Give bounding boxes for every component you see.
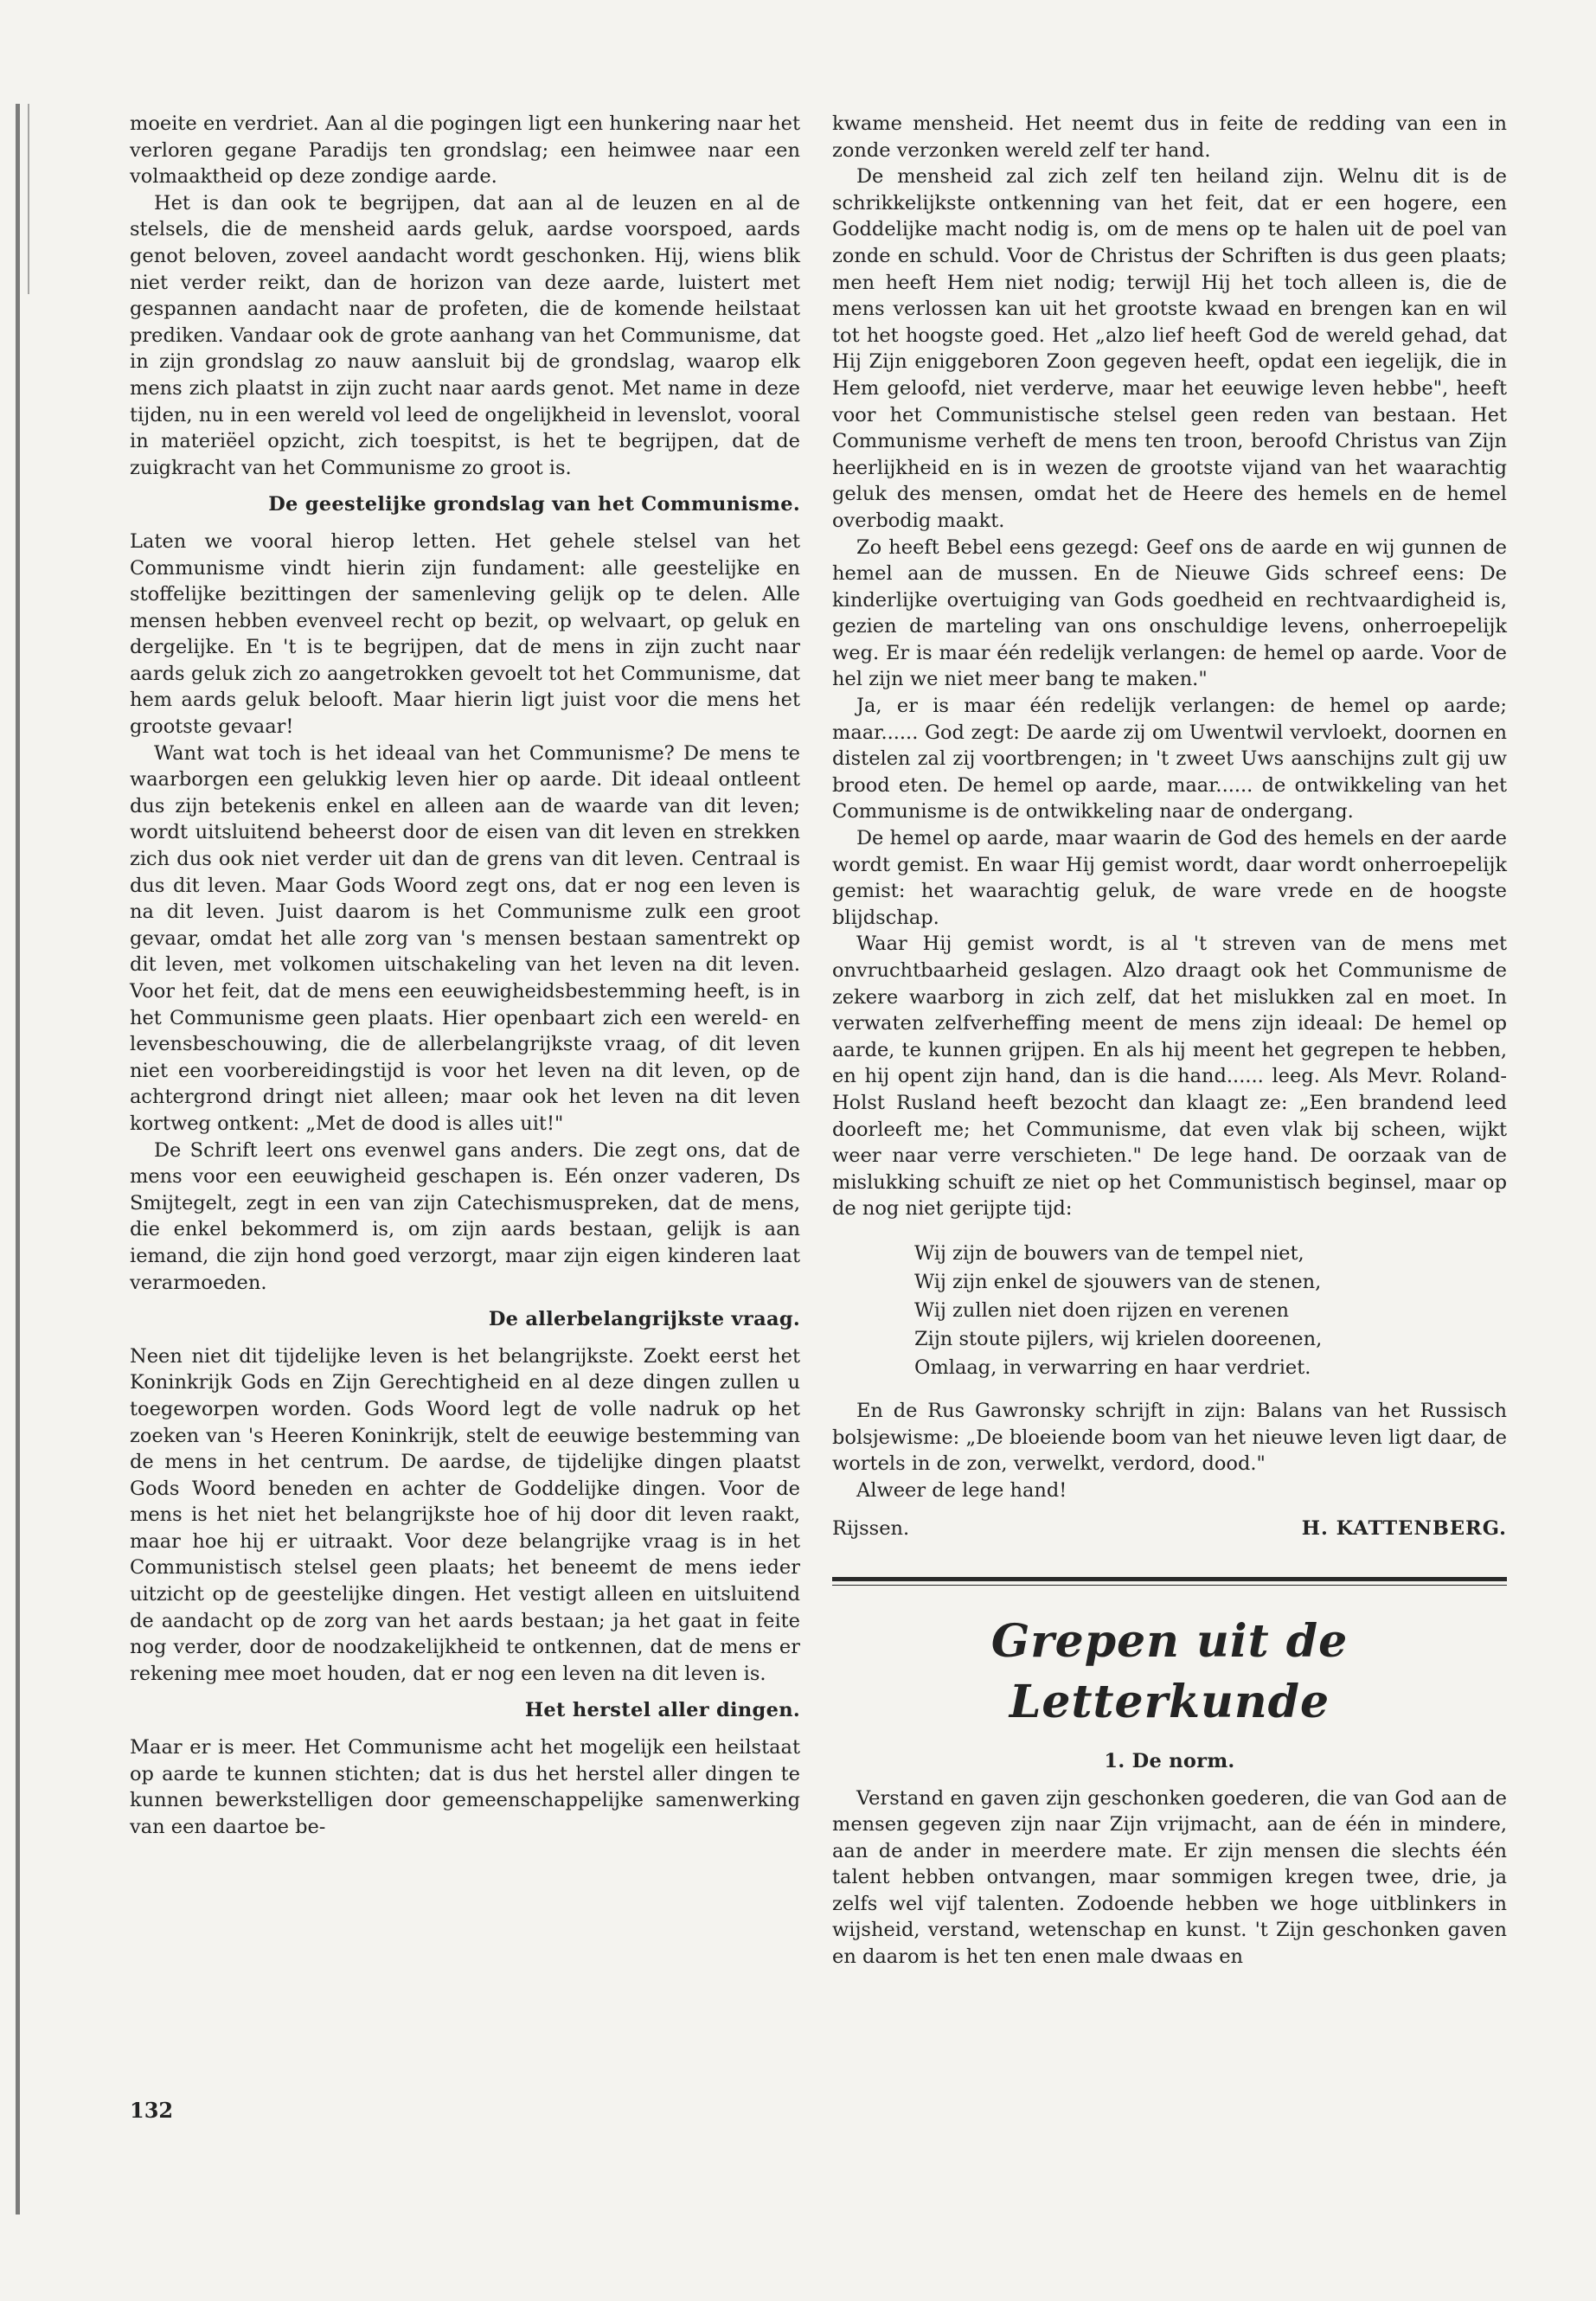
poem-line: Wij zijn de bouwers van de tempel niet, <box>914 1241 1304 1265</box>
right-column <box>832 111 1507 1971</box>
section-heading: De allerbelangrijkste vraag. <box>488 1308 800 1331</box>
paragraph: Maar er is meer. Het Communisme acht het mogelijk een heilstaat op aarde te kunnen stichten; dat is dus het herstel aller dingen te kunnen bewerkstelligen door gemeenschappelijke samenwerking van een daartoe be- <box>130 1736 800 1838</box>
signature-line <box>832 1516 1507 1542</box>
section-title: Grepen uit de Letterkunde <box>990 1614 1349 1728</box>
poem <box>914 1240 1507 1382</box>
paragraph: Verstand en gaven zijn geschonken goederen, die van God aan de mensen gegeven zijn naar Zijn vrijmacht, aan de één in mindere, aan de ander in meerdere mate. Er zijn mensen die slechts één talent hebben ontvangen, maar sommigen kregen twee, drie, ja zelfs wel vijf talenten. Zodoende hebben we hoge uitblinkers in wijsheid, verstand, wetenschap en kunst. 't Zijn geschonken gaven en daarom is het ten enen male dwaas en <box>832 1786 1507 1969</box>
paragraph: Laten we vooral hierop letten. Het gehele stelsel van het Communisme vindt hierin zijn fundament: alle geestelijke en stoffelijke bezittingen der samenleving gelijk op te delen. Alle mensen hebben evenveel recht op bezit, op welvaart, op geluk en dergelijke. En 't is te begrijpen, dat de mens in zijn zucht naar aards geluk zich zo aangetrokken gevoelt tot het Communisme, dat hem aards geluk belooft. Maar hierin ligt juist voor die mens het grootste gevaar! <box>130 529 800 739</box>
paragraph: Het is dan ook te begrijpen, dat aan al de leuzen en al de stelsels, die de mensheid aards geluk, aardse voorspoed, aards genot beloven, zoveel aandacht wordt geschonken. Hij, wiens blik niet verder reikt, dan de horizon van deze aarde, luistert met gespannen aandacht naar de profeten, die de komende heilstaat prediken. Vandaar ook de grote aanhang van het Communisme, dat in zijn grondslag zo nauw aansluit bij de grondslag, waarop elk mens zich plaatst in zijn zucht naar aards genot. Met name in deze tijden, nu in een wereld vol leed de ongelijkheid in levenslot, vooral in materiëel opzicht, zich toespitst, is het te begrijpen, dat de zuigkracht van het Communisme zo groot is. <box>130 191 800 479</box>
section-heading: Het herstel aller dingen. <box>524 1699 800 1722</box>
paragraph: Neen niet dit tijdelijke leven is het belangrijkste. Zoekt eerst het Koninkrijk Gods en Zijn Gerechtigheid en al deze dingen zullen u toegeworpen worden. Gods Woord legt de volle nadruk op het zoeken van 's Heeren Koninkrijk, stelt de eeuwige bestemming van de mens in het centrum. De aardse, de tijdelijke dingen plaatst Gods Woord beneden en achter de Goddelijke dingen. Voor de mens is het niet het belangrijkste hoe of hij door dit leven raakt, maar hoe hij er uitraakt. Voor deze belangrijke vraag is in het Communistisch stelsel geen plaats; het beneemt de mens ieder uitzicht op de geestelijke dingen. Het vestigt alleen en uitsluitend de aandacht op de zorg van het aards bestaan; ja het gaat in feite nog verder, door de noodzakelijkheid te ontkennen, dat de mens er rekening mee moet houden, dat er nog een leven na dit leven is. <box>130 1344 800 1685</box>
paragraph: Want wat toch is het ideaal van het Communisme? De mens te waarborgen een gelukkig leven hier op aarde. Dit ideaal ontleent dus zijn betekenis enkel en alleen aan de waarde van dit leven; wordt uitsluitend beheerst door de eisen van dit leven en strekken zich dus ook niet verder uit dan de grens van dit leven. Centraal is dus dit leven. Maar Gods Woord zegt ons, dat er nog een leven is na dit leven. Juist daarom is het Communisme zulk een groot gevaar, omdat het alle zorg van 's mensen bestaan samentrekt op dit leven, met volkomen uitschakeling van het leven na dit leven. Voor het feit, dat de mens een eeuwigheidsbestemming heeft, is in het Communisme geen plaats. Hier openbaart zich een wereld- en levensbeschouwing, die de allerbelangrijkste vraag, of dit leven niet een voorbereidingstijd is voor het leven na dit leven, op de achtergrond dringt niet alleen; maar ook het leven na dit leven kortweg ontkent: „Met de dood is alles uit!" <box>130 741 800 1135</box>
paragraph: De Schrift leert ons evenwel gans anders. Die zegt ons, dat de mens voor een eeuwigheid geschapen is. Eén onzer vaderen, Ds Smijtegelt, zegt in een van zijn Catechismuspreken, dat de mens, die enkel bekommerd is, om zijn aards bestaan, gelijk is aan iemand, die zijn hond goed verzorgt, maar zijn eigen kinderen laat verarmoeden. <box>130 1138 800 1294</box>
poem-line: Wij zullen niet doen rijzen en verenen <box>914 1298 1289 1322</box>
page-binding-edge <box>16 104 20 2214</box>
paragraph: Ja, er is maar één redelijk verlangen: de hemel op aarde; maar...... God zegt: De aarde zij om Uwentwil vervloekt, doornen en distelen zal zij voortbrengen; in 't zweet Uws aanschijns zult gij uw brood eten. De hemel op aarde, maar...... de ontwikkeling van het Communisme is de ontwikkeling naar de ondergang. <box>832 695 1507 824</box>
subheading: 1. De norm. <box>1104 1749 1235 1772</box>
page-binding-edge-mark <box>28 104 29 294</box>
page-number: 132 <box>130 2098 174 2123</box>
paragraph: De hemel op aarde, maar waarin de God des hemels en der aarde wordt gemist. En waar Hij gemist wordt, daar wordt onherroepelijk gemist: het waarachtig geluk, de ware vrede en de hoogste blijdschap. <box>832 827 1507 929</box>
paragraph: moeite en verdriet. Aan al die pogingen ligt een hunkering naar het verloren gegane Paradijs ten grondslag; een heimwee naar een volmaaktheid op deze zondige aarde. <box>130 112 800 189</box>
divider-thin <box>832 1585 1507 1586</box>
paragraph: Alweer de lege hand! <box>856 1478 1067 1502</box>
poem-line: Omlaag, in verwarring en haar verdriet. <box>914 1356 1311 1379</box>
poem-line: Wij zijn enkel de sjouwers van de stenen, <box>914 1270 1322 1293</box>
poem-line: Zijn stoute pijlers, wij krielen dooreenen, <box>914 1327 1323 1350</box>
divider-thick <box>832 1577 1507 1581</box>
signature-author: H. KATTENBERG. <box>1301 1517 1507 1541</box>
paragraph: kwame mensheid. Het neemt dus in feite de redding van een in zonde verzonken wereld zelf ter hand. <box>832 112 1507 162</box>
paragraph: Zo heeft Bebel eens gezegd: Geef ons de aarde en wij gunnen de hemel aan de mussen. En de Nieuwe Gids schreef eens: De kinderlijke overtuiging van Gods goedheid en rechtvaardigheid is, gezien de marteling van ons onschuldige levens, onherroepelijk weg. Er is maar één redelijk verlangen: de hemel op aarde. Voor de hel zijn we niet meer bang te maken." <box>832 535 1507 691</box>
signature-place: Rijssen. <box>832 1517 910 1541</box>
left-column <box>130 111 800 1840</box>
section-heading: De geestelijke grondslag van het Communisme. <box>268 493 800 516</box>
paragraph: Waar Hij gemist wordt, is al 't streven van de mens met onvruchtbaarheid geslagen. Alzo draagt ook het Communisme de zekere waarborg in zich zelf, dat het mislukken zal en moet. In verwaten zelfverheffing meent de mens zijn ideaal: De hemel op aarde, te kunnen grijpen. En als hij meent het gegrepen te hebben, en hij opent zijn hand, dan is die hand...... leeg. Als Mevr. Roland-Holst Rusland heeft bezocht dan klaagt ze: „Een brandend leed doorleeft me; het Communisme, dat even vlak bij scheen, wijkt weer naar verre verschieten." De lege hand. De oorzaak van de mislukking schuift ze niet op het Communistisch beginsel, maar op de nog niet gerijpte tijd: <box>832 933 1507 1221</box>
paragraph: En de Rus Gawronsky schrijft in zijn: Balans van het Russisch bolsjewisme: „De bloeiende boom van het nieuwe leven ligt daar, de wortels in de zon, verwelkt, verdord, dood." <box>832 1399 1507 1476</box>
paragraph: De mensheid zal zich zelf ten heiland zijn. Welnu dit is de schrikkelijkste ontkenning van het feit, dat er een hogere, een Goddelijke macht nodig is, om de mens op te halen uit de poel van zonde en schuld. Voor de Christus der Schriften is dus geen plaats; men heeft Hem niet nodig; terwijl Hij het toch alleen is, die de mens verlossen kan uit het grootste kwaad en brengen kan en wil tot het hoogste goed. Het „alzo lief heeft God de wereld gehad, dat Hij Zijn eniggeboren Zoon gegeven heeft, opdat een iegelijk, die in Hem geloofd, niet verderve, maar het eeuwige leven hebbe", heeft voor het Communistische stelsel geen reden van bestaan. Het Communisme verheft de mens ten troon, beroofd Christus van Zijn heerlijkheid en is in wezen de grootste vijand van het waarachtig geluk des mensen, omdat het de Heere des hemels en de hemel overbodig maakt. <box>832 165 1507 532</box>
